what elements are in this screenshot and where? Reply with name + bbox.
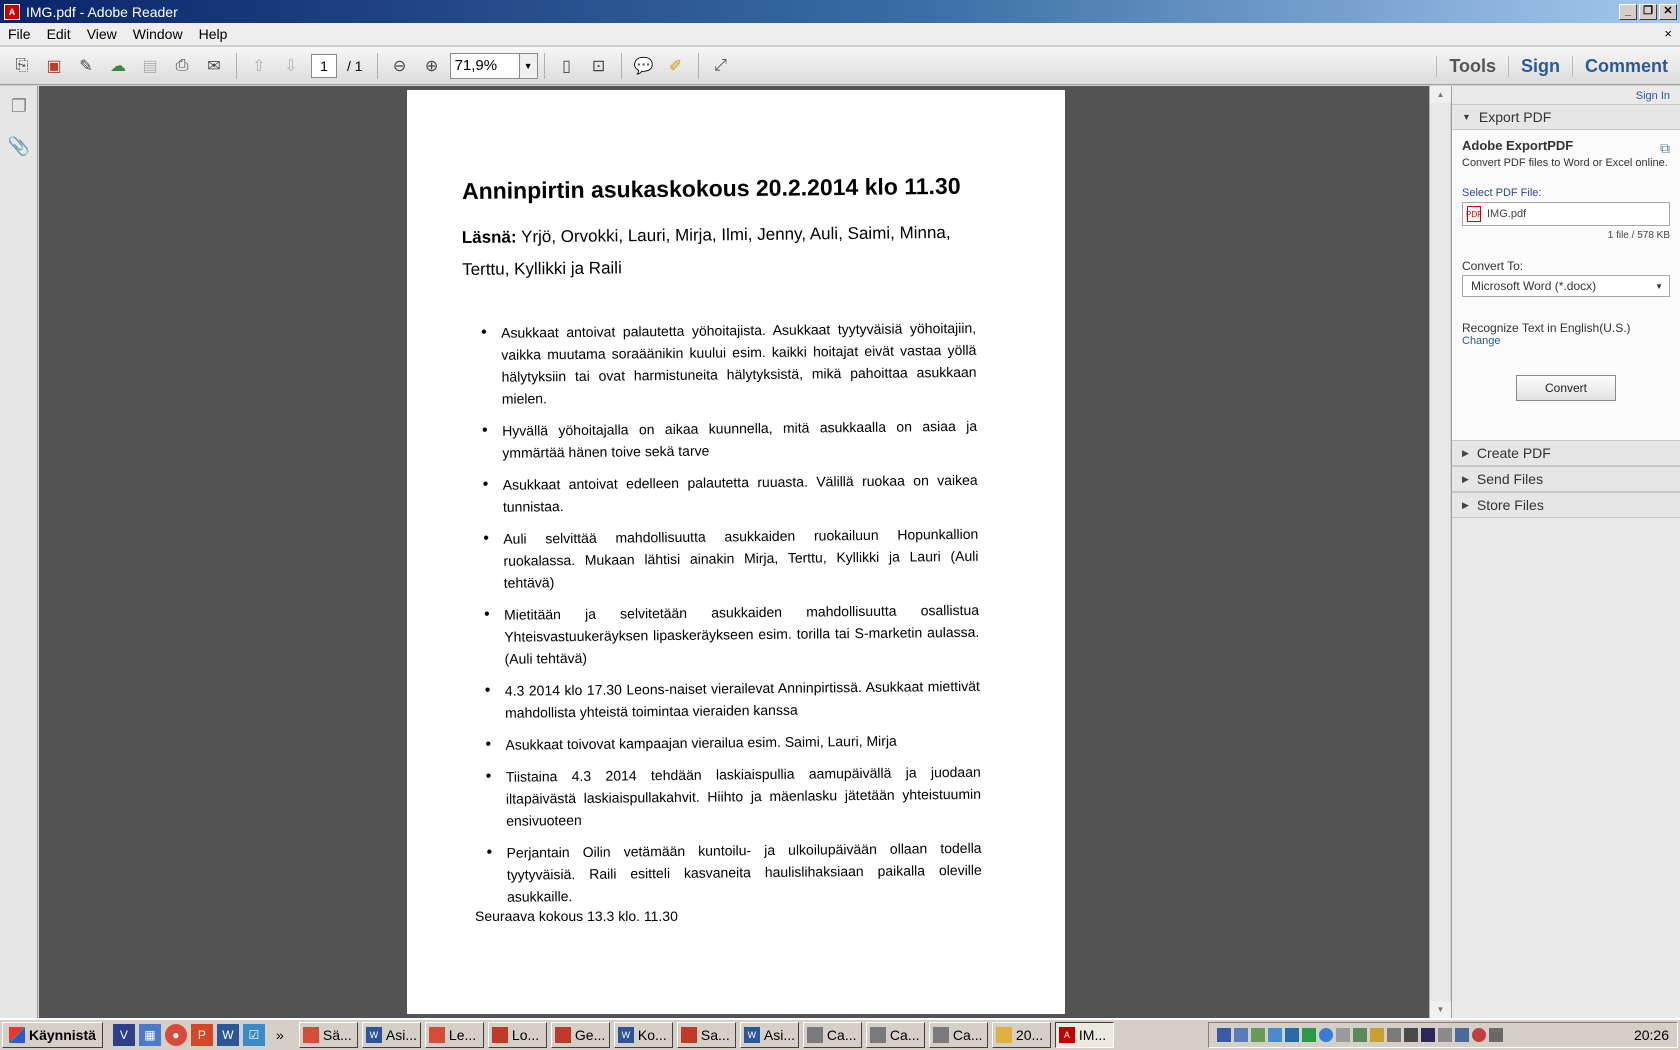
adobe-reader-icon: A [4,4,20,20]
scroll-up-icon[interactable]: ▲ [1430,86,1451,103]
attendees-names: Yrjö, Orvokki, Lauri, Mirja, Ilmi, Jenny, Auli, Saimi, Minna, Terttu, Kyllikki ja Raili [462,222,951,279]
task-icon [681,1027,697,1043]
menu-file[interactable]: File [8,26,31,42]
task-label: Asi... [763,1027,796,1043]
task-buttons [299,1022,1118,1048]
scroll-down-icon[interactable]: ▼ [1430,1001,1451,1018]
recognize-text-label: Recognize Text in English(U.S.) [1462,321,1631,335]
task-icon: W [618,1027,634,1043]
create-pdf-label: Create PDF [1476,445,1551,461]
menu-window[interactable]: Window [132,26,183,42]
task-label: Sa... [700,1027,730,1043]
pdf-file-icon: PDF [1467,206,1481,222]
page-thumbnails-icon[interactable]: ❐ [10,95,28,116]
zoom-input[interactable]: 71,9% [450,53,520,79]
task-button[interactable] [677,1022,736,1048]
list-item: • Asukkaat antoivat edelleen palautetta ruuasta. Välillä ruokaa on vaikea tunnistaa. [481,469,978,518]
export-title: Adobe ExportPDF [1462,138,1574,153]
highlight-icon[interactable]: ✐ [668,57,683,75]
send-files-label: Send Files [1476,471,1544,487]
task-label: Ca... [952,1027,983,1043]
collapse-icon: ▼ [1462,112,1471,122]
create-pdf-header[interactable] [1452,440,1680,466]
task-label: 20... [1015,1027,1044,1043]
task-button-active[interactable] [1055,1022,1114,1048]
save-icon[interactable]: ▤ [142,57,158,75]
start-label: Käynnistä [29,1027,96,1043]
toolbar-separator [698,53,699,79]
tray-icon[interactable] [1438,1028,1452,1042]
select-file-label: Select PDF File: [1462,187,1542,199]
selected-file-field[interactable] [1462,202,1670,226]
comment-icon[interactable]: 💬 [633,57,654,75]
tray-icons [1217,1028,1503,1042]
attachments-icon[interactable]: 📎 [7,135,31,156]
email-icon[interactable]: ✉ [207,57,221,75]
task-button[interactable] [740,1022,799,1048]
window-titlebar [0,0,1680,23]
task-label: Ko... [637,1027,667,1043]
task-label: Ca... [826,1027,857,1043]
minutes-list [479,317,982,918]
tray-icon[interactable] [1472,1028,1486,1042]
more-quicklaunch-icon[interactable]: » [276,1027,284,1043]
task-button[interactable] [929,1022,988,1048]
list-item: • Tiistaina 4.3 2014 tehdään laskiaispullia aamupäivällä ja juodaan iltapäivästä laskiaispullakahvit. Hiihto ja mäenlasku jätetään yhteistuumin ensivuoteen [484,761,982,832]
export-description: Convert PDF files to Word or Excel online. [1462,157,1668,169]
zoom-dropdown-icon[interactable]: ▼ [520,53,538,79]
pdf-page [407,90,1065,1014]
word-icon[interactable]: W [217,1024,239,1046]
convert-to-label: Convert To: [1462,259,1524,273]
menu-help[interactable]: Help [198,26,228,42]
task-button[interactable] [866,1022,925,1048]
attendees-label: Läsnä: [461,227,517,248]
system-tray [1208,1022,1678,1048]
tray-icon[interactable] [1302,1028,1316,1042]
task-label: Ca... [889,1027,920,1043]
zoom-in-icon[interactable]: ⊕ [424,57,439,75]
list-item: • Auli selvittää mahdollisuutta asukkaiden ruokailuun Hopunkallion ruokalassa. Mukaan lähtisi ainakin Mirja, Terttu, Kyllikki ja Lauri (Auli tehtävä) [481,523,979,594]
attendees [462,217,983,286]
folder-icon [996,1027,1012,1043]
tray-icon[interactable] [1404,1028,1418,1042]
task-label: Lo... [511,1027,540,1043]
close-button[interactable]: ✕ [1659,4,1677,20]
convert-button[interactable]: Convert [1516,375,1616,401]
start-button[interactable] [2,1022,103,1048]
store-files-label: Store Files [1476,497,1544,513]
vertical-scrollbar[interactable] [1429,86,1450,1018]
task-icon [555,1027,571,1043]
task-button[interactable] [614,1022,673,1048]
window-title: IMG.pdf - Adobe Reader [26,3,178,20]
list-item: • Asukkaat toivovat kampaajan vierailua esim. Saimi, Lauri, Mirja [483,729,980,756]
task-label: IM... [1078,1027,1107,1043]
page-total: / 1 [347,57,363,74]
toolbar-separator [621,53,622,79]
task-icon [933,1027,949,1043]
tray-icon[interactable] [1268,1028,1282,1042]
windows-flag-icon [9,1027,25,1043]
task-icon: W [366,1027,382,1043]
task-icon [303,1027,319,1043]
task-label: Asi... [385,1027,418,1043]
fit-page-icon[interactable]: ▯ [562,57,571,75]
tray-icon[interactable] [1489,1028,1503,1042]
tab-tools[interactable]: Tools [1436,56,1508,77]
store-files-header[interactable] [1452,492,1680,518]
tray-icon[interactable] [1336,1028,1350,1042]
task-button[interactable] [299,1022,358,1048]
fit-width-icon[interactable]: ⊡ [591,57,606,75]
document-title: Anninpirtin asukaskokous 20.2.2014 klo 11.30 [461,172,961,204]
task-icon [492,1027,508,1043]
document-viewport[interactable] [39,86,1429,1018]
minimize-button[interactable]: _ [1619,4,1637,20]
tab-comment[interactable]: Comment [1572,56,1680,77]
task-label: Sä... [322,1027,352,1043]
change-language-link[interactable]: Change [1462,335,1501,347]
list-item: • Mietitään ja selvitetään asukkaiden mahdollisuutta osallistua Yhteisvastuukeräyksen lipaskeräykseen esim. torilla tai S-marketin aulassa. (Auli tehtävä) [482,599,980,670]
tray-icon[interactable] [1370,1028,1384,1042]
file-info: 1 file / 578 KB [1607,230,1670,241]
task-button[interactable] [362,1022,421,1048]
menu-view[interactable]: View [86,26,117,42]
tray-icon[interactable] [1387,1028,1401,1042]
tray-icon[interactable] [1285,1028,1299,1042]
upload-cloud-icon[interactable]: ☁ [110,57,126,75]
task-button[interactable] [992,1022,1051,1048]
tray-icon[interactable] [1421,1028,1435,1042]
close-document-icon[interactable]: × [1664,26,1672,41]
file-name: IMG.pdf [1487,208,1527,220]
create-pdf-icon[interactable]: ⎘ [15,56,29,74]
tray-icon[interactable] [1251,1028,1265,1042]
task-label: Ge... [574,1027,606,1043]
toolbar [0,47,1680,85]
page-number-input[interactable]: 1 [311,54,337,78]
previous-page-icon[interactable]: ⇧ [252,57,266,75]
maximize-button[interactable]: ❐ [1639,4,1657,20]
edit-pdf-icon[interactable]: ✎ [79,57,93,75]
zoom-out-icon[interactable]: ⊖ [392,57,407,75]
tray-icon[interactable] [1217,1028,1231,1042]
task-button[interactable] [551,1022,610,1048]
combine-files-icon[interactable]: ▣ [46,57,62,75]
task-icon: W [744,1027,760,1043]
export-pdf-header[interactable] [1452,104,1680,130]
send-files-header[interactable] [1452,466,1680,492]
toolbar-separator [377,53,378,79]
tray-icon[interactable] [1353,1028,1367,1042]
app-icon[interactable]: ☑ [243,1024,265,1046]
toolbar-separator [544,53,545,79]
convert-to-value: Microsoft Word (*.docx) [1471,279,1597,293]
next-meeting: Seuraava kokous 13.3 klo. 11.30 [475,908,678,924]
list-item: • Hyvällä yöhoitajalla on aikaa kuunnella, mitä asukkaalla on asiaa ja ymmärtää hänen toive sekä tarve [480,415,977,464]
task-icon [807,1027,823,1043]
tray-icon[interactable] [1455,1028,1469,1042]
toolbar-separator [236,53,237,79]
task-button[interactable] [425,1022,484,1048]
list-item: • 4.3 2014 klo 17.30 Leons-naiset vierailevat Anninpirtissä. Asukkaat miettivät mahdollista yhteistä toimintaa vieraiden kanssa [483,675,980,724]
adobe-reader-icon: A [1059,1027,1075,1043]
expand-icon: ▶ [1462,447,1469,458]
expand-icon: ▶ [1462,499,1469,510]
desktop-icon[interactable]: ▦ [139,1024,161,1046]
task-icon [429,1027,445,1043]
menu-edit[interactable]: Edit [46,26,71,42]
tab-sign[interactable]: Sign [1508,56,1572,77]
export-info-icon[interactable]: ⧉ [1660,140,1670,156]
powerpoint-icon[interactable]: P [191,1024,213,1046]
taskbar [0,1018,1680,1050]
left-navigation-pane [0,86,38,1018]
list-item: • Perjantain Oilin vetämään kuntoilu- ja ulkoilupäivään ollaan todella tyytyväisiä. Raili esitteli kasvaneita haulislihaksiaan paikalla oleville asukkaille. [484,837,982,908]
quick-launch [111,1024,293,1046]
menu-bar [0,23,1680,46]
visual-studio-icon[interactable]: V [113,1024,135,1046]
export-pdf-label: Export PDF [1478,109,1552,125]
task-button[interactable] [803,1022,862,1048]
tools-pane [1451,86,1680,1018]
list-item: • Asukkaat antoivat palautetta yöhoitajista. Asukkaat tyytyväisiä yöhoitajiin, vaikka muutama soraäänikin kuului esim. kaikki hoitajat eivät vastaa yöllä hälytyksiin tai ovat harmistuneita hälytyksistä, mikä pahoittaa asukkaan mielen. [479,317,977,410]
export-pdf-panel [1452,130,1680,440]
clock[interactable]: 20:26 [1633,1027,1669,1043]
task-button[interactable] [488,1022,547,1048]
expand-icon: ▶ [1462,473,1469,484]
tray-icon[interactable] [1234,1028,1248,1042]
task-icon [870,1027,886,1043]
chrome-icon[interactable]: ● [165,1024,187,1046]
convert-to-select[interactable] [1462,275,1670,297]
sign-in-link[interactable]: Sign In [1635,90,1670,102]
task-label: Le... [448,1027,477,1043]
full-screen-icon[interactable]: ⤢ [714,56,727,74]
print-icon[interactable]: ⎙ [175,56,189,74]
next-page-icon[interactable]: ⇩ [284,57,298,75]
chevron-down-icon: ▼ [1655,281,1663,291]
tray-icon[interactable] [1319,1028,1333,1042]
